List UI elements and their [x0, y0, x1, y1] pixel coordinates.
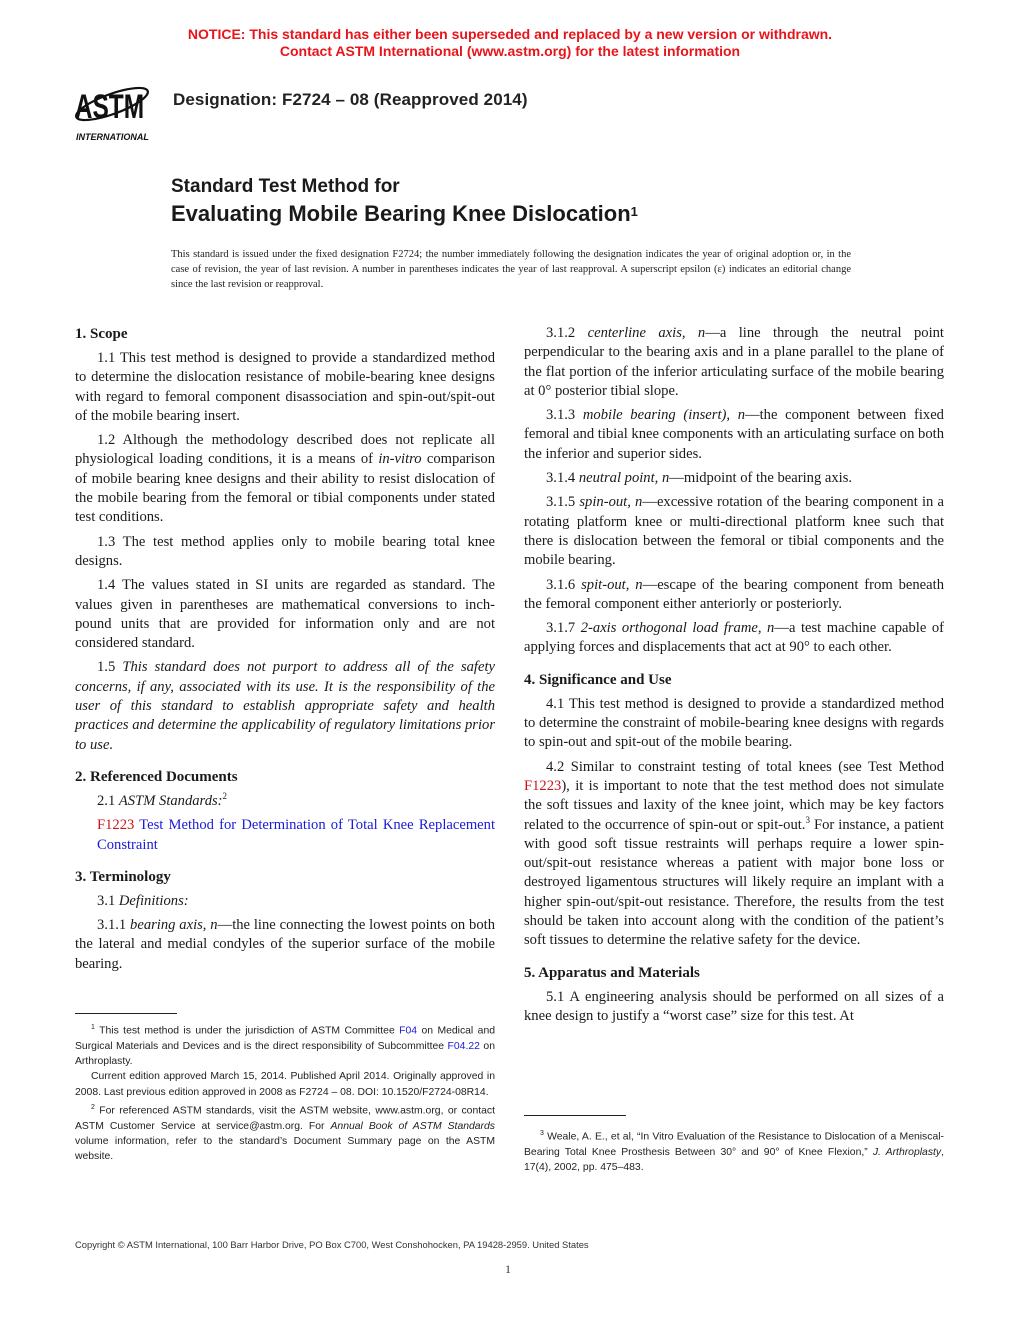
footnote-1-edition: Current edition approved March 15, 2014. Published April 2014. Originally approved in 2008. Last previous edition approved in 2008 as F2724 – 08. DOI: 10.1520/F2724-08R14.: [75, 1071, 495, 1098]
footnote-3: $^3$ Weale, A. E., et al, “In Vitro Evaluation of the Resistance to Dislocation of a Meniscal-Bearing Total Knee Prosthesis Between 30° and 90° of Knee Flexion,” J. Arthroplasty, 17(4), 2002, pp. 475–483.: [524, 1130, 944, 1174]
footnote-divider-left: [75, 1013, 177, 1014]
document-title: [171, 175, 638, 229]
para-1-3: 1.3 The test method applies only to mobile bearing total knee designs.: [75, 533, 495, 569]
footnotes-right: [524, 1126, 944, 1175]
def-3-1-4: 3.1.4 neutral point, n—midpoint of the bearing axis.: [546, 470, 853, 487]
f1223-inline-link[interactable]: F1223: [524, 777, 562, 794]
para-1-2: 1.2 Although the methodology described does not replicate all physiological loading conditions, it is a means of in-vitro comparison of mobile bearing knee designs and their ability to resist dislocation of the mobile bearing from the femoral or tibial components under stated test conditions.: [75, 432, 495, 526]
para-1-5: 1.5 This standard does not purport to address all of the safety concerns, if any, associated with its use. It is the responsibility of the user of this standard to establish appropriate safety and health practices and determine the applicability of regulatory limitations prior to use.: [75, 659, 495, 753]
ref-code-link[interactable]: F1223: [97, 817, 135, 834]
notice-line-1: NOTICE: This standard has either been superseded and replaced by a new version or withdrawn.: [187, 26, 833, 42]
page-number: 1: [505, 1262, 511, 1276]
para-5-1: 5.1 A engineering analysis should be performed on all sizes of a knee design to justify a “worst case” size for this test. At: [524, 988, 944, 1024]
f04-22-link[interactable]: F04.22: [447, 1040, 480, 1052]
astm-logo: [72, 74, 164, 144]
preamble: This standard is issued under the fixed designation F2724; the number immediately following the designation indicates the year of original adoption or, in the case of revision, the year of last revision. A number in parentheses indicates the year of last reapproval. A superscript epsilon (ε) indicates an editorial change since the last revision or reapproval.: [171, 249, 851, 290]
def-3-1-2: 3.1.2 centerline axis, n—a line through the neutral point perpendicular to the bearing axis and in a plane parallel to the plane of the flat portion of the inferior articulating surface of the mobile bearing at 0° posterior tibial slope.: [524, 325, 944, 399]
footnote-divider-right: [524, 1115, 626, 1116]
notice-line-2: Contact ASTM International (www.astm.org) for the latest information: [279, 43, 741, 59]
section-4-heading: 4. Significance and Use: [524, 671, 672, 688]
svg-text:INTERNATIONAL: INTERNATIONAL: [76, 132, 149, 142]
para-3-1: 3.1 Definitions:: [97, 892, 189, 909]
def-3-1-5: 3.1.5 spin-out, n—excessive rotation of the bearing component in a rotating platform knee or multi-directional platform knee such that there is dislocation between the femoral or tibial components and the mobile bearing.: [524, 494, 944, 569]
section-1-heading: 1. Scope: [75, 326, 128, 342]
section-2-heading: 2. Referenced Documents: [75, 768, 238, 785]
def-3-1-3: 3.1.3 mobile bearing (insert), n—the component between fixed femoral and tibial knee components with an articulating surface on both the inferior and superior sides.: [524, 407, 944, 462]
left-column: [75, 324, 495, 979]
para-1-4: 1.4 The values stated in SI units are regarded as standard. The values given in parentheses are mathematical conversions to inch-pound units that are provided for information only and are not considered standard.: [75, 577, 495, 652]
right-column: [524, 324, 944, 1031]
f04-link[interactable]: F04: [399, 1025, 418, 1037]
def-3-1-1: 3.1.1 bearing axis, n—the line connecting the lowest points on both the lateral and medial condyles of the superior surface of the mobile bearing.: [75, 917, 495, 972]
title-line-2: Evaluating Mobile Bearing Knee Dislocation$^1$: [171, 201, 638, 226]
para-2-1: 2.1 ASTM Standards:$^2$: [97, 791, 228, 809]
footnote-1: $^1$ This test method is under the jurisdiction of ASTM Committee F04 on Medical and Surgical Materials and Devices and is the direct responsibility of Subcommittee F04.22 on Arthroplasty.: [75, 1024, 495, 1068]
para-1-1: 1.1 This test method is designed to provide a standardized method to determine the dislocation resistance of mobile-bearing knee designs with regard to femoral component disassociation and spin-out/spit-out of the mobile bearing insert.: [75, 350, 495, 424]
designation: Designation: F2724 – 08 (Reapproved 2014): [173, 90, 528, 109]
copyright-line: Copyright © ASTM International, 100 Barr Harbor Drive, PO Box C700, West Conshohocken, PA 19428-2959. United States: [75, 1239, 589, 1250]
svg-text:ASTM: ASTM: [74, 88, 145, 127]
referenced-standard-f1223[interactable]: [75, 816, 495, 855]
def-3-1-6: 3.1.6 spit-out, n—escape of the bearing component from beneath the femoral component either anteriorly or posteriorly.: [524, 576, 944, 612]
withdrawal-notice: [0, 26, 1020, 60]
ref-title-link[interactable]: Test Method for Determination of Total Knee Replacement Constraint: [97, 817, 495, 853]
section-3-heading: 3. Terminology: [75, 868, 171, 885]
section-5-heading: 5. Apparatus and Materials: [524, 964, 700, 981]
para-4-2: 4.2 Similar to constraint testing of total knees (see Test Method F1223), it is important to note that the test method does not simulate the soft tissues and laxity of the knee joint, which may be key factors related to the occurrence of spin-out or spit-out.$^3$ For instance, a patient with good soft tissue restraints will perhaps require a lower spin-out/spit-out resistance whereas a patient with major bone loss or destroyed ligamentous structures will likely require an implant with a higher spin-out/spit-out resistance. Therefore, the results from the test should be taken into account along with the condition of the patient’s soft tissues to determine the relative safety for the device.: [524, 758, 944, 949]
astm-logo-icon: [72, 74, 164, 144]
para-4-1: 4.1 This test method is designed to provide a standardized method to determine the constraint of mobile-bearing knee designs with regards to spin-out and spit-out of the mobile bearing.: [524, 695, 944, 751]
footnote-2: $^2$ For referenced ASTM standards, visit the ASTM website, www.astm.org, or contact ASTM Customer Service at service@astm.org. For Annual Book of ASTM Standards volume information, refer to the standard’s Document Summary page on the ASTM website.: [75, 1103, 495, 1163]
title-line-1: Standard Test Method for: [171, 176, 400, 197]
title-footnote-mark: 1: [630, 204, 638, 219]
def-3-1-7: 3.1.7 2-axis orthogonal load frame, n—a test machine capable of applying forces and displacements that act at 90° to each other.: [524, 620, 944, 656]
footnotes-left: [75, 1020, 495, 1165]
